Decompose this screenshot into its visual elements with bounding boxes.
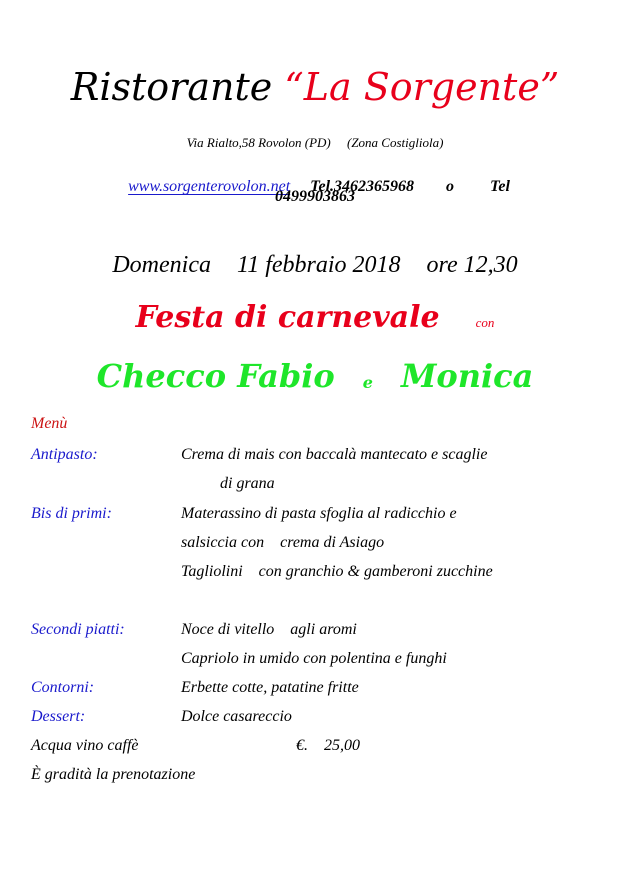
section-label-dessert: Dessert: — [31, 708, 86, 725]
menu-heading: Menù — [31, 415, 68, 432]
restaurant-name: “La Sorgente” — [284, 65, 560, 109]
phone-1: Tel.3462365968 — [310, 178, 415, 195]
restaurant-address: Via Rialto,58 Rovolon (PD) (Zona Costigliola) — [186, 135, 444, 150]
phone-separator: o — [446, 178, 455, 195]
phone-2-number: 0499903863 — [275, 188, 355, 205]
menu-price: €. 25,00 — [296, 737, 360, 754]
artists-line — [0, 357, 630, 395]
menu-item-line: salsiccia con crema di Asiago — [181, 534, 385, 551]
artist-2: Monica — [400, 357, 534, 395]
menu-item-line: Crema di mais con baccalà mantecato e scaglie — [181, 446, 488, 463]
event-title-line — [0, 300, 630, 335]
artist-1: Checco Fabio — [96, 357, 335, 395]
event-connector: con — [475, 315, 495, 330]
event-date: 11 febbraio 2018 — [236, 252, 401, 278]
artist-connector: e — [362, 373, 373, 392]
restaurant-title — [0, 64, 630, 110]
event-title: Festa di carnevale — [135, 300, 440, 335]
menu-item-line: Tagliolini con granchio & gamberoni zucchine — [181, 563, 493, 580]
menu-item-line: Capriolo in umido con polentina e funghi — [181, 650, 447, 667]
menu-item-line: Noce di vitello agli aromi — [181, 621, 357, 638]
drinks-label: Acqua vino caffè — [31, 737, 139, 754]
reservation-note: È gradità la prenotazione — [31, 766, 196, 783]
menu-item-line: Dolce casareccio — [181, 708, 292, 725]
website-link[interactable]: www.sorgenterovolon.net — [128, 178, 291, 195]
menu-item-line: Materassino di pasta sfoglia al radicchio e — [181, 505, 457, 522]
phone-2-label: Tel — [490, 178, 510, 195]
menu-item-line: di grana — [220, 475, 275, 492]
restaurant-prefix: Ristorante — [70, 65, 285, 109]
event-date-line — [0, 252, 630, 279]
section-label-primi: Bis di primi: — [31, 505, 112, 522]
menu-item-line: Erbette cotte, patatine fritte — [181, 679, 359, 696]
event-day: Domenica — [112, 252, 211, 278]
event-time: ore 12,30 — [426, 252, 518, 278]
section-label-antipasto: Antipasto: — [31, 446, 98, 463]
section-label-secondi: Secondi piatti: — [31, 621, 125, 638]
section-label-contorni: Contorni: — [31, 679, 95, 696]
